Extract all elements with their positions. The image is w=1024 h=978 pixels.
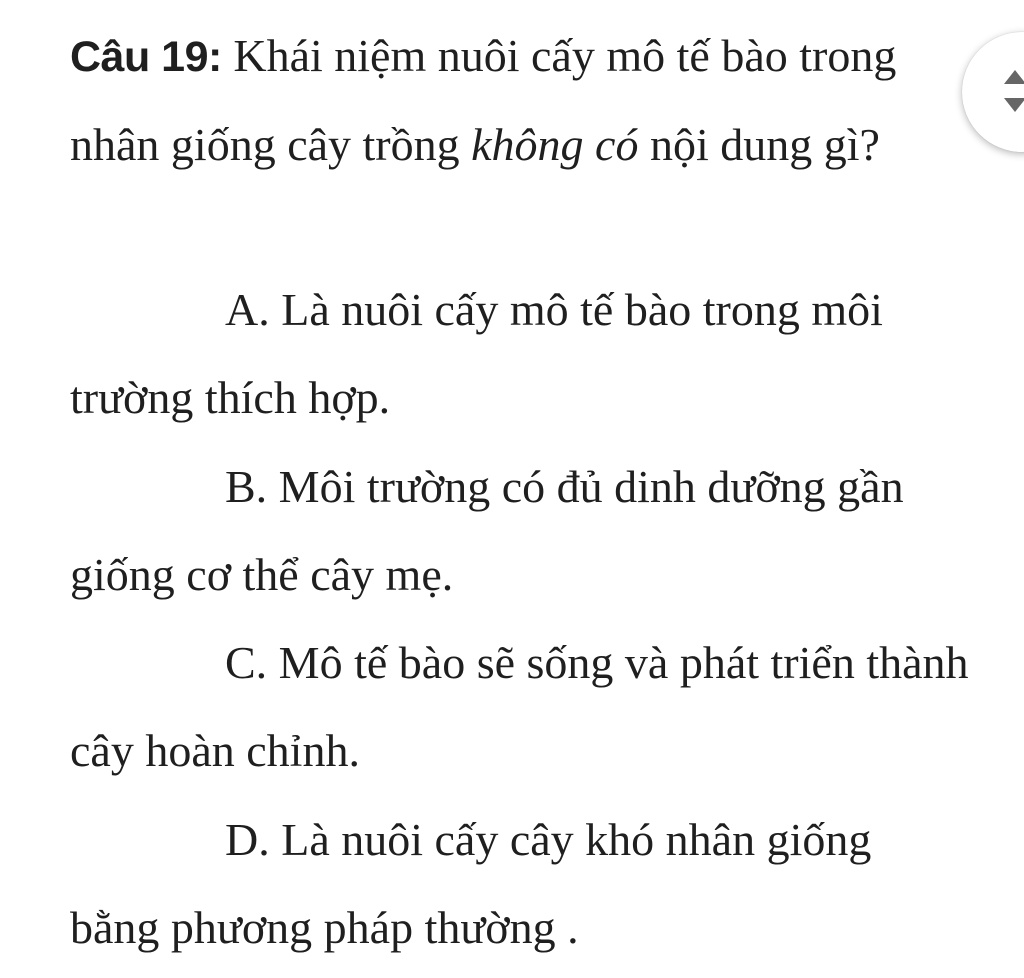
- question-emphasis: không có: [471, 119, 639, 170]
- question-text: [70, 12, 950, 189]
- question-number: Câu 19:: [70, 33, 222, 81]
- up-down-arrows-icon: [1002, 68, 1024, 114]
- scroll-handle[interactable]: [962, 32, 1024, 152]
- answer-option-d: D. Là nuôi cấy cây khó nhân giống bằng phương pháp thường .: [70, 814, 872, 953]
- question-stem-end: nội dung gì?: [638, 119, 880, 170]
- answer-option-b: B. Môi trường có đủ dinh dưỡng gần giống cơ thể cây mẹ.: [70, 461, 904, 600]
- answer-option-c: C. Mô tế bào sẽ sống và phát triển thành cây hoàn chỉnh.: [70, 637, 969, 776]
- question-stem-start: Khái niệm nuôi cấy mô tế bào trong nhân giống cây trồng: [70, 30, 897, 170]
- answer-option-a: A. Là nuôi cấy mô tế bào trong môi trường thích hợp.: [70, 284, 883, 423]
